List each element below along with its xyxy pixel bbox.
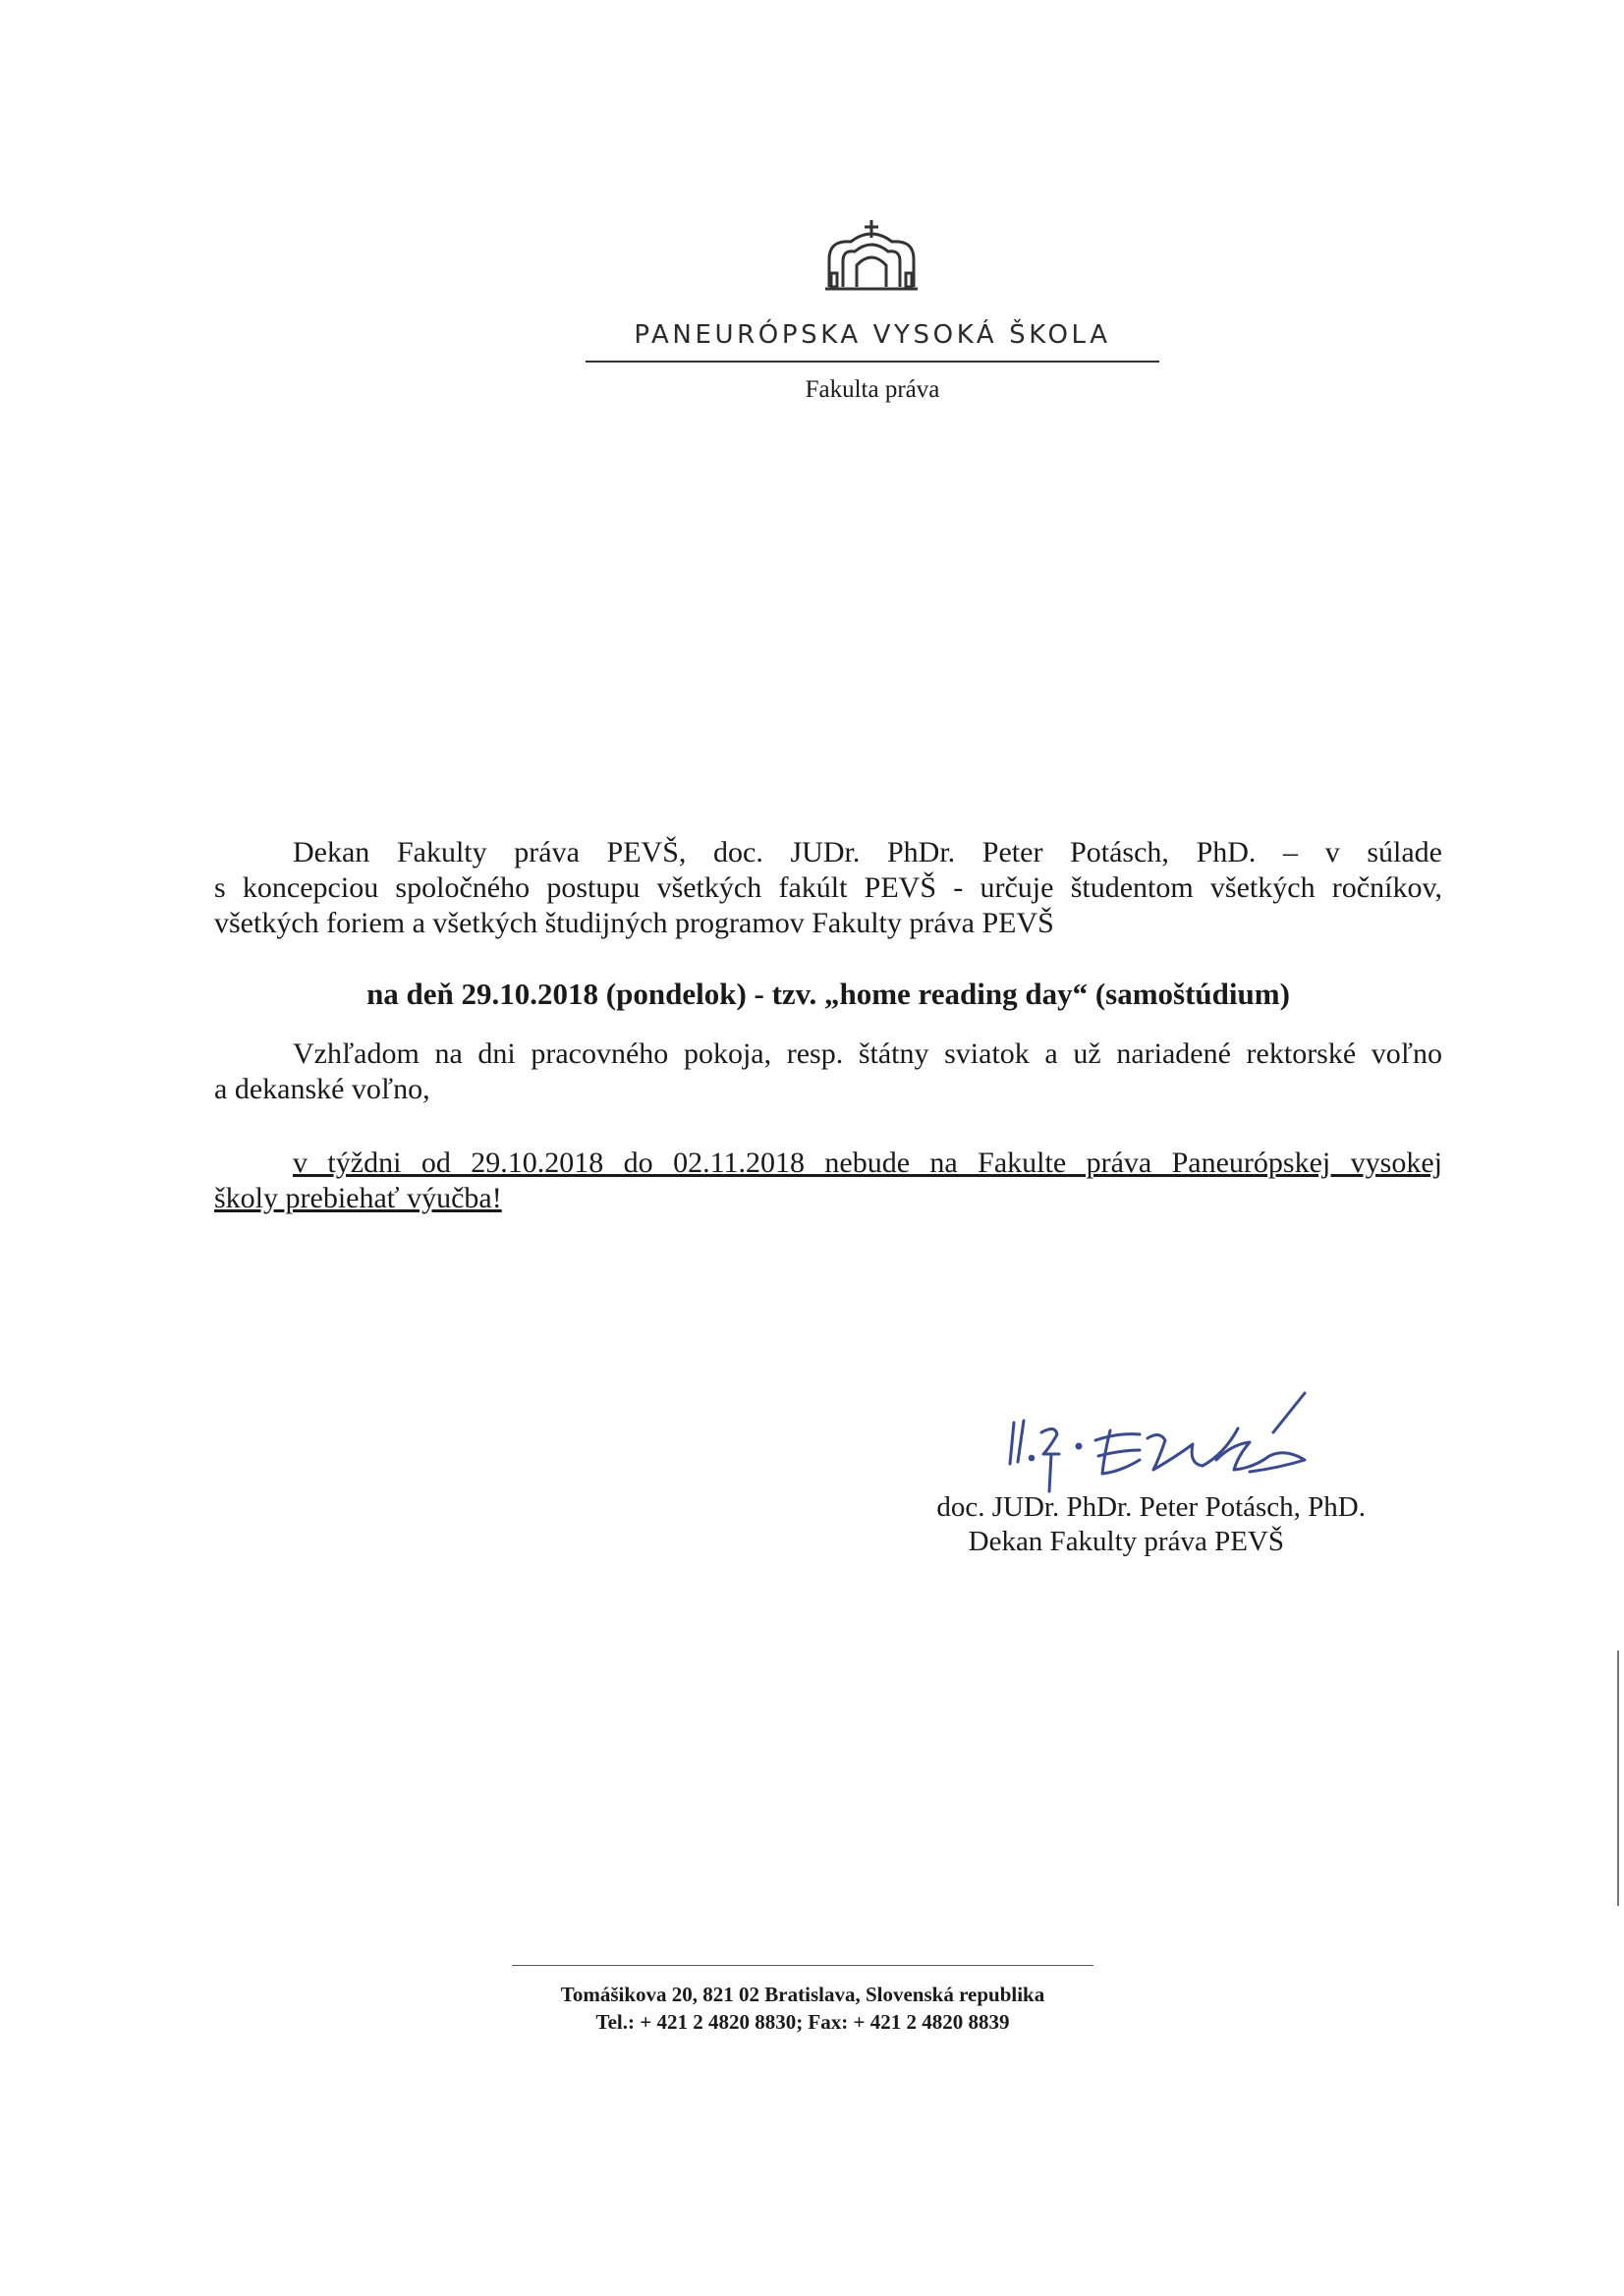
notice-line-2: školy prebiehať výučba! [214, 1182, 502, 1214]
intro-line-2: s koncepciou spoločného postupu všetkých fakúlt PEVŠ - určuje študentom všetkých ročníkov, [214, 871, 1442, 904]
university-name: PANEURÓPSKA VYSOKÁ ŠKOLA [634, 320, 1111, 350]
intro-line-3: všetkých foriem a všetkých študijných programov Fakulty práva PEVŠ [214, 907, 1054, 939]
crown-logo-icon [821, 218, 922, 297]
footer-divider [512, 1965, 1093, 1966]
signatory-title: Dekan Fakulty práva PEVŠ [968, 1526, 1284, 1557]
home-reading-day-line: na deň 29.10.2018 (pondelok) - tzv. „home reading day“ (samoštúdium) [366, 977, 1290, 1011]
signatory-name: doc. JUDr. PhDr. Peter Potásch, PhD. [936, 1491, 1366, 1523]
faculty-name: Fakulta práva [805, 376, 940, 403]
para2-line-2: a dekanské voľno, [214, 1073, 430, 1105]
intro-line-1: Dekan Fakulty práva PEVŠ, doc. JUDr. PhDr. Peter Potásch, PhD. – v súlade [293, 836, 1442, 868]
notice-line-1: v týždni od 29.10.2018 do 02.11.2018 nebude na Fakulte práva Paneurópskej vysokej [293, 1147, 1442, 1179]
handwritten-signature [992, 1385, 1326, 1493]
para2-line-1: Vzhľadom na dni pracovného pokoja, resp. štátny sviatok a už nariadené rektorské voľno [293, 1037, 1442, 1070]
header-divider [586, 361, 1159, 363]
footer-contact: Tel.: + 421 2 4820 8830; Fax: + 421 2 4820 8839 [595, 2010, 1010, 2034]
scan-edge-mark [1617, 1651, 1619, 1906]
footer-address: Tomášikova 20, 821 02 Bratislava, Slovenská republika [560, 1983, 1045, 2006]
